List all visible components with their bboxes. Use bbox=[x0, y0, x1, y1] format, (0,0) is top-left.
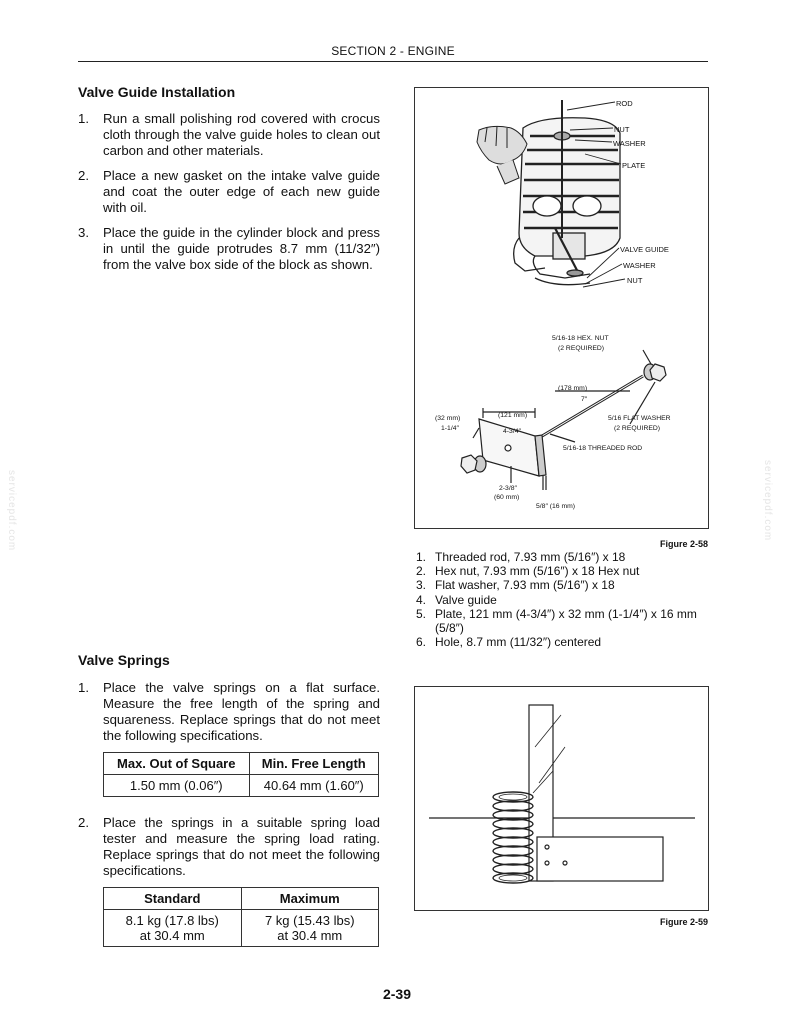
callout-hex-nut: 5/16-18 HEX. NUT bbox=[552, 335, 609, 342]
page-number: 2-39 bbox=[382, 986, 412, 1002]
valve-springs-step-2 bbox=[78, 815, 380, 888]
dim-7-in: 7″ bbox=[581, 396, 588, 403]
callout-washer: WASHER bbox=[613, 139, 646, 148]
watermark-left: servicepdf.com bbox=[6, 470, 17, 552]
table-row bbox=[104, 775, 379, 797]
dim-4-3-4: 4-3/4″ bbox=[503, 428, 521, 435]
cell-line: 8.1 kg (17.8 lbs) bbox=[125, 913, 219, 928]
watermark-right: servicepdf.com bbox=[762, 460, 773, 542]
list-item bbox=[416, 593, 708, 607]
figure-2-59-frame bbox=[414, 686, 709, 911]
dim-32-mm: (32 mm) bbox=[435, 415, 461, 422]
table-header: Min. Free Length bbox=[249, 753, 379, 775]
legend-number: 2. bbox=[416, 564, 427, 579]
list-item bbox=[416, 578, 708, 592]
legend-text: Valve guide bbox=[435, 592, 497, 607]
step-number: 2. bbox=[78, 168, 89, 183]
legend-number: 1. bbox=[416, 550, 427, 564]
legend-number: 4. bbox=[416, 592, 427, 607]
callout-nut: NUT bbox=[614, 125, 630, 134]
step-text: Place the guide in the cylinder block and press in until the guide protrudes 8.7 mm (11/32″) from the valve box side of the block as shown. bbox=[103, 225, 380, 272]
callout-plate: PLATE bbox=[622, 161, 646, 170]
list-item bbox=[78, 815, 380, 879]
table-cell bbox=[104, 910, 242, 947]
section-header: SECTION 2 - ENGINE bbox=[331, 44, 455, 58]
table-header: Standard bbox=[104, 888, 242, 910]
spring-squareness-table bbox=[103, 752, 379, 797]
valve-springs-step-1 bbox=[78, 680, 380, 753]
cell-line: at 30.4 mm bbox=[139, 928, 205, 943]
valve-guide-heading: Valve Guide Installation bbox=[78, 84, 236, 100]
list-item bbox=[416, 635, 708, 649]
spring-squareness-illustration bbox=[415, 687, 708, 910]
callout-rod: ROD bbox=[616, 99, 633, 108]
legend-text: Threaded rod, 7.93 mm (5/16″) x 18 bbox=[435, 550, 626, 564]
valve-guide-tool-illustration bbox=[415, 88, 708, 528]
list-item bbox=[78, 111, 380, 159]
list-item bbox=[416, 550, 708, 564]
step-number: 2. bbox=[78, 815, 89, 830]
callout-valve-guide: VALVE GUIDE bbox=[620, 245, 669, 254]
figure-2-58-frame bbox=[414, 87, 709, 529]
cell-line: at 30.4 mm bbox=[277, 928, 343, 943]
dim-60-mm: (60 mm) bbox=[494, 494, 520, 501]
dim-2-3-8: 2-3/8″ bbox=[499, 485, 517, 492]
table-cell bbox=[241, 910, 379, 947]
callout-washer-lower: WASHER bbox=[623, 261, 656, 270]
table-header: Max. Out of Square bbox=[104, 753, 250, 775]
dim-178-mm: (178 mm) bbox=[558, 385, 588, 392]
list-item bbox=[416, 607, 708, 635]
table-header-row bbox=[104, 753, 379, 775]
table-cell: 1.50 mm (0.06″) bbox=[104, 775, 250, 797]
callout-nut-lower: NUT bbox=[627, 276, 643, 285]
table-row bbox=[104, 910, 379, 947]
callout-flat-washer: 5/16 FLAT WASHER bbox=[608, 415, 671, 422]
legend-text: Plate, 121 mm (4-3/4″) x 32 mm (1-1/4″) x 16 mm (5/8″) bbox=[435, 606, 697, 636]
figure-2-58-label: Figure 2-58 bbox=[659, 539, 708, 549]
dim-5-8-in: 5/8″ (16 mm) bbox=[536, 503, 576, 510]
step-number: 3. bbox=[78, 225, 89, 240]
list-item bbox=[416, 564, 708, 578]
cell-line: 7 kg (15.43 lbs) bbox=[264, 913, 355, 928]
callout-flat-washer-qty: (2 REQUIRED) bbox=[614, 425, 661, 432]
figure-2-59-label: Figure 2-59 bbox=[659, 917, 708, 927]
list-item bbox=[78, 680, 380, 744]
step-number: 1. bbox=[78, 111, 89, 126]
legend-text: Hex nut, 7.93 mm (5/16″) x 18 Hex nut bbox=[435, 564, 640, 579]
table-header-row bbox=[104, 888, 379, 910]
list-item bbox=[78, 225, 380, 273]
valve-guide-steps bbox=[78, 111, 380, 282]
header-divider bbox=[78, 61, 708, 62]
list-item bbox=[78, 168, 380, 216]
dim-121-mm: (121 mm) bbox=[498, 412, 528, 419]
step-text: Place the valve springs on a flat surface. Measure the free length of the spring and squareness. Replace springs that do not meet the following specifications. bbox=[103, 680, 380, 743]
table-cell: 40.64 mm (1.60″) bbox=[249, 775, 379, 797]
legend-number: 5. bbox=[416, 606, 427, 621]
valve-springs-heading: Valve Springs bbox=[78, 652, 170, 668]
step-text: Run a small polishing rod covered with crocus cloth through the valve guide holes to clean out carbon and other materials. bbox=[103, 111, 380, 158]
callout-threaded-rod: 5/16-18 THREADED ROD bbox=[563, 445, 643, 452]
callout-hex-nut-qty: (2 REQUIRED) bbox=[558, 345, 605, 352]
legend-number: 3. bbox=[416, 578, 427, 593]
spring-load-table bbox=[103, 887, 379, 947]
legend-number: 6. bbox=[416, 635, 427, 650]
figure-2-58-legend bbox=[416, 550, 708, 649]
step-text: Place a new gasket on the intake valve guide and coat the outer edge of each new guide with oil. bbox=[103, 168, 380, 215]
legend-text: Hole, 8.7 mm (11/32″) centered bbox=[435, 635, 602, 650]
step-number: 1. bbox=[78, 680, 89, 695]
legend-text: Flat washer, 7.93 mm (5/16″) x 18 bbox=[435, 578, 615, 593]
table-header: Maximum bbox=[241, 888, 379, 910]
dim-1-1-4: 1-1/4″ bbox=[441, 425, 459, 432]
step-text: Place the springs in a suitable spring load tester and measure the spring load rating. Replace springs that do not meet the following specifications. bbox=[103, 815, 380, 878]
